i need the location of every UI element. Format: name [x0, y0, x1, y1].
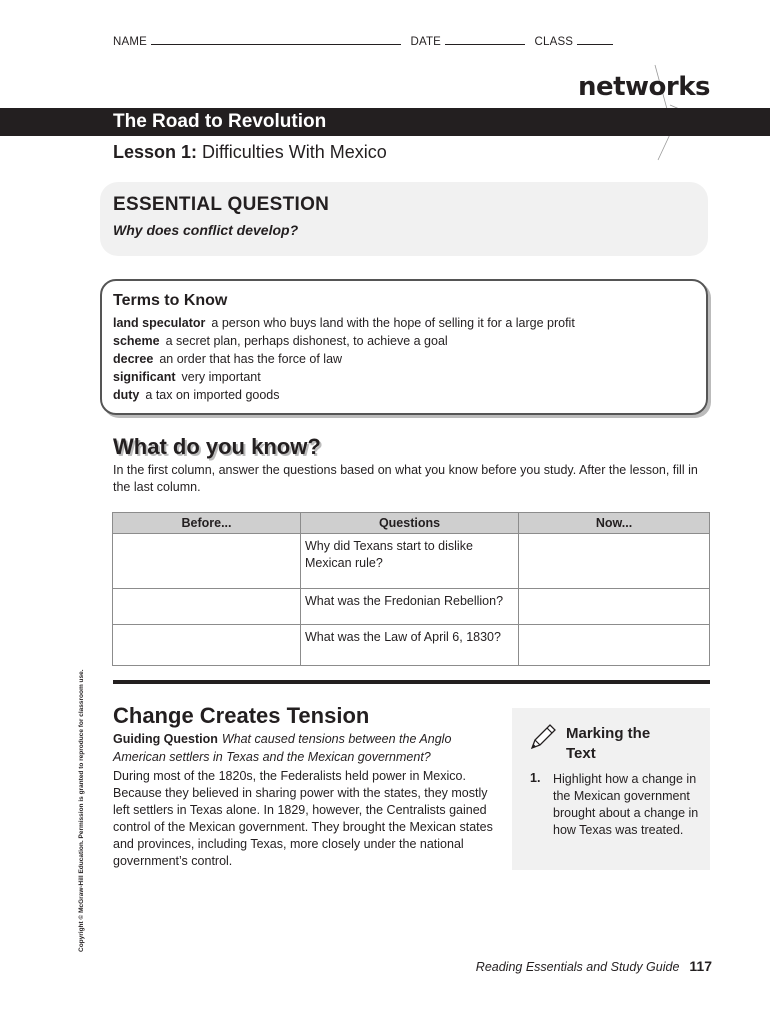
lesson-title [113, 142, 387, 163]
chapter-title: The Road to Revolution [113, 111, 327, 132]
guiding-question [113, 730, 493, 766]
essential-question-heading: ESSENTIAL QUESTION [113, 194, 330, 215]
term-item: land speculator a person who buys land with the hope of selling it for a large profit [113, 316, 575, 330]
name-label: NAME [113, 36, 148, 48]
terms-heading: Terms to Know [113, 292, 228, 309]
page-footer [476, 958, 712, 974]
name-blank[interactable] [151, 34, 401, 45]
table-row [113, 589, 710, 625]
before-answer-cell[interactable] [113, 589, 301, 625]
pencil-icon [528, 722, 558, 752]
column-header-before: Before... [113, 513, 301, 534]
guiding-question-label: Guiding Question [113, 732, 218, 746]
terms-list [113, 314, 575, 404]
networks-logo: networks [577, 72, 710, 102]
section-heading: Change Creates Tension [113, 703, 370, 728]
now-answer-cell[interactable] [519, 589, 710, 625]
section-divider [113, 680, 710, 684]
class-blank[interactable] [577, 34, 613, 45]
term-item: significant very important [113, 370, 261, 384]
body-paragraph: During most of the 1820s, the Federalists held power in Mexico. Because they believed in sharing power with the states, they mostly left settlers in Texas alone. In 1829, however, the Centralists gained control of the Mexican government. They brought the Mexican states and provinces, including Texas, more closely under the national government’s control. [113, 769, 493, 868]
essential-question-text: Why does conflict develop? [113, 222, 299, 238]
question-cell: What was the Fredonian Rebellion? [301, 589, 519, 625]
student-info-line [113, 34, 619, 48]
table-row [113, 534, 710, 589]
marking-item-number: 1. [530, 771, 541, 785]
before-answer-cell[interactable] [113, 534, 301, 589]
column-header-questions: Questions [301, 513, 519, 534]
now-answer-cell[interactable] [519, 625, 710, 666]
what-do-you-know-instructions: In the first column, answer the questions based on what you know before you study. After the lesson, fill in the last column. [113, 463, 698, 494]
date-label: DATE [410, 36, 442, 48]
class-label: CLASS [534, 36, 574, 48]
guiding-question-text: What caused tensions between the Anglo American settlers in Texas and the Mexican government? [113, 732, 452, 764]
date-blank[interactable] [445, 34, 525, 45]
now-answer-cell[interactable] [519, 534, 710, 589]
term-item: decree an order that has the force of law [113, 352, 343, 366]
footer-guide-title: Reading Essentials and Study Guide [475, 960, 680, 974]
term-item: duty a tax on imported goods [113, 388, 280, 402]
page-number: 117 [689, 958, 712, 974]
what-do-you-know-heading: What do you know? [113, 434, 321, 459]
question-cell: What was the Law of April 6, 1830? [301, 625, 519, 666]
copyright-notice: Copyright © McGraw-Hill Education. Permission is granted to reproduce for classroom use. [78, 669, 85, 952]
column-header-now: Now... [519, 513, 710, 534]
marking-the-text-heading: Marking the Text [566, 725, 651, 762]
table-row [113, 625, 710, 666]
marking-item-text: Highlight how a change in the Mexican government brought about a change in how Texas was treated. [553, 772, 699, 837]
term-item: scheme a secret plan, perhaps dishonest, to achieve a goal [113, 334, 448, 348]
question-cell: Why did Texans start to dislike Mexican rule? [301, 534, 519, 589]
before-now-table [112, 512, 710, 666]
lesson-label: Lesson 1: [113, 142, 198, 162]
lesson-name: Difficulties With Mexico [202, 142, 387, 162]
before-answer-cell[interactable] [113, 625, 301, 666]
title-bar [0, 108, 770, 136]
